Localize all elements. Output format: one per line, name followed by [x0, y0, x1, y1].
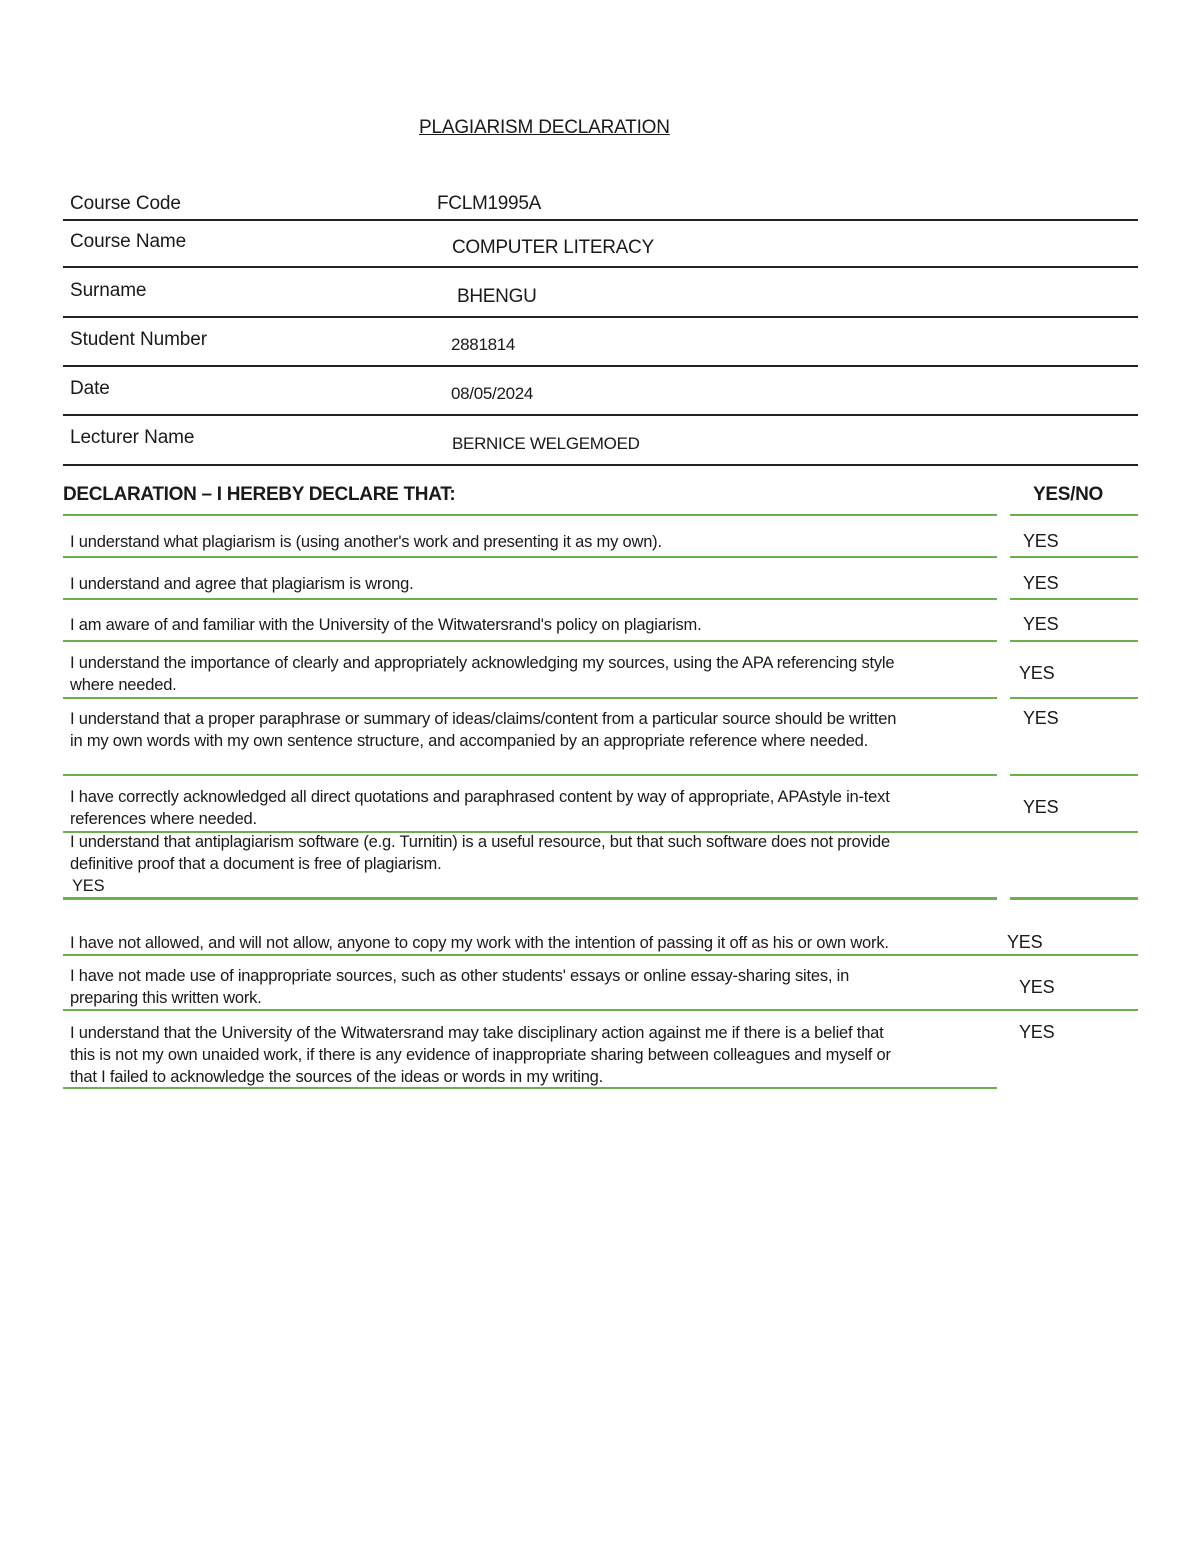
answer-value: YES — [1019, 977, 1055, 997]
surname-value: BHENGU — [457, 286, 537, 307]
statement-text: I have not allowed, and will not allow, anyone to copy my work with the intention of passing it off as his or own work. — [70, 934, 889, 952]
divider — [63, 598, 997, 600]
divider — [1010, 598, 1138, 600]
info-row-date — [63, 367, 1138, 416]
divider — [1010, 640, 1138, 642]
answer-value: YES — [1023, 531, 1059, 551]
divider — [1010, 774, 1138, 776]
divider — [63, 774, 997, 776]
answer-value: YES — [1019, 663, 1055, 683]
info-row-course-code — [63, 190, 1138, 221]
divider — [63, 1009, 1138, 1011]
student-number-label: Student Number — [70, 329, 207, 350]
date-label: Date — [70, 378, 110, 399]
statement-text: definitive proof that a document is free of plagiarism. — [70, 855, 442, 873]
statement-inline-answer: YES — [72, 877, 105, 895]
statement-text: this is not my own unaided work, if there is any evidence of inappropriate sharing between colleagues and myself or — [70, 1046, 891, 1064]
declaration-statement — [70, 965, 995, 1009]
answer-value: YES — [1007, 932, 1043, 952]
course-code-value: FCLM1995A — [437, 193, 541, 214]
divider — [63, 514, 997, 516]
statement-text: I understand that the University of the Witwatersrand may take disciplinary action against me if there is a belief that — [70, 1024, 884, 1042]
statement-text: where needed. — [70, 676, 177, 694]
statement-text: I have correctly acknowledged all direct quotations and paraphrased content by way of appropriate, APAstyle in-text — [70, 788, 890, 806]
divider — [63, 897, 997, 900]
lecturer-name-value: BERNICE WELGEMOED — [452, 434, 640, 453]
info-row-student-number — [63, 318, 1138, 367]
answer-value: YES — [1023, 708, 1059, 728]
declaration-statement — [70, 573, 995, 595]
surname-label: Surname — [70, 280, 147, 301]
course-code-label: Course Code — [70, 193, 181, 214]
statement-text: I understand and agree that plagiarism is wrong. — [70, 575, 414, 593]
declaration-statement — [70, 831, 995, 897]
divider — [1010, 514, 1138, 516]
page-title: PLAGIARISM DECLARATION — [419, 117, 670, 138]
student-number-value: 2881814 — [451, 335, 516, 354]
statement-text: I understand what plagiarism is (using another's work and presenting it as my own). — [70, 533, 662, 551]
divider — [1010, 697, 1138, 699]
answer-value: YES — [1023, 797, 1059, 817]
declaration-statement — [70, 531, 995, 553]
divider — [1010, 556, 1138, 558]
date-value: 08/05/2024 — [451, 384, 534, 403]
statement-text: I am aware of and familiar with the University of the Witwatersrand's policy on plagiarism. — [70, 616, 702, 634]
info-row-lecturer-name — [63, 416, 1138, 466]
info-row-course-name — [63, 221, 1138, 268]
divider — [1010, 897, 1138, 900]
statement-text: in my own words with my own sentence structure, and accompanied by an appropriate reference where needed. — [70, 732, 869, 750]
answer-value: YES — [1023, 573, 1059, 593]
statement-text: preparing this written work. — [70, 989, 262, 1007]
declaration-statement — [70, 614, 995, 636]
declaration-statement — [70, 786, 995, 830]
statement-text: I have not made use of inappropriate sources, such as other students' essays or online essay-sharing sites, in — [70, 967, 850, 985]
declaration-statement — [70, 932, 995, 954]
statement-text: I understand the importance of clearly and appropriately acknowledging my sources, using the APA referencing style — [70, 654, 895, 672]
info-row-surname — [63, 268, 1138, 318]
answer-value: YES — [1019, 1022, 1055, 1042]
answer-value: YES — [1023, 614, 1059, 634]
course-name-label: Course Name — [70, 231, 187, 252]
divider — [63, 640, 997, 642]
course-name-value: COMPUTER LITERACY — [452, 237, 654, 258]
declaration-statement — [70, 652, 995, 696]
yesno-heading: YES/NO — [1033, 484, 1103, 505]
declaration-statement — [70, 1022, 995, 1088]
statement-text: references where needed. — [70, 810, 257, 828]
divider — [63, 954, 1138, 956]
lecturer-name-label: Lecturer Name — [70, 427, 195, 448]
statement-text: I understand that antiplagiarism software (e.g. Turnitin) is a useful resource, but that such software does not provide — [70, 833, 890, 851]
declaration-statement — [70, 708, 995, 752]
divider — [63, 697, 997, 699]
statement-text: I understand that a proper paraphrase or summary of ideas/claims/content from a particular source should be written — [70, 710, 897, 728]
statement-text: that I failed to acknowledge the sources of the ideas or words in my writing. — [70, 1068, 604, 1086]
declaration-heading: DECLARATION – I HEREBY DECLARE THAT: — [63, 484, 456, 505]
divider — [63, 556, 997, 558]
